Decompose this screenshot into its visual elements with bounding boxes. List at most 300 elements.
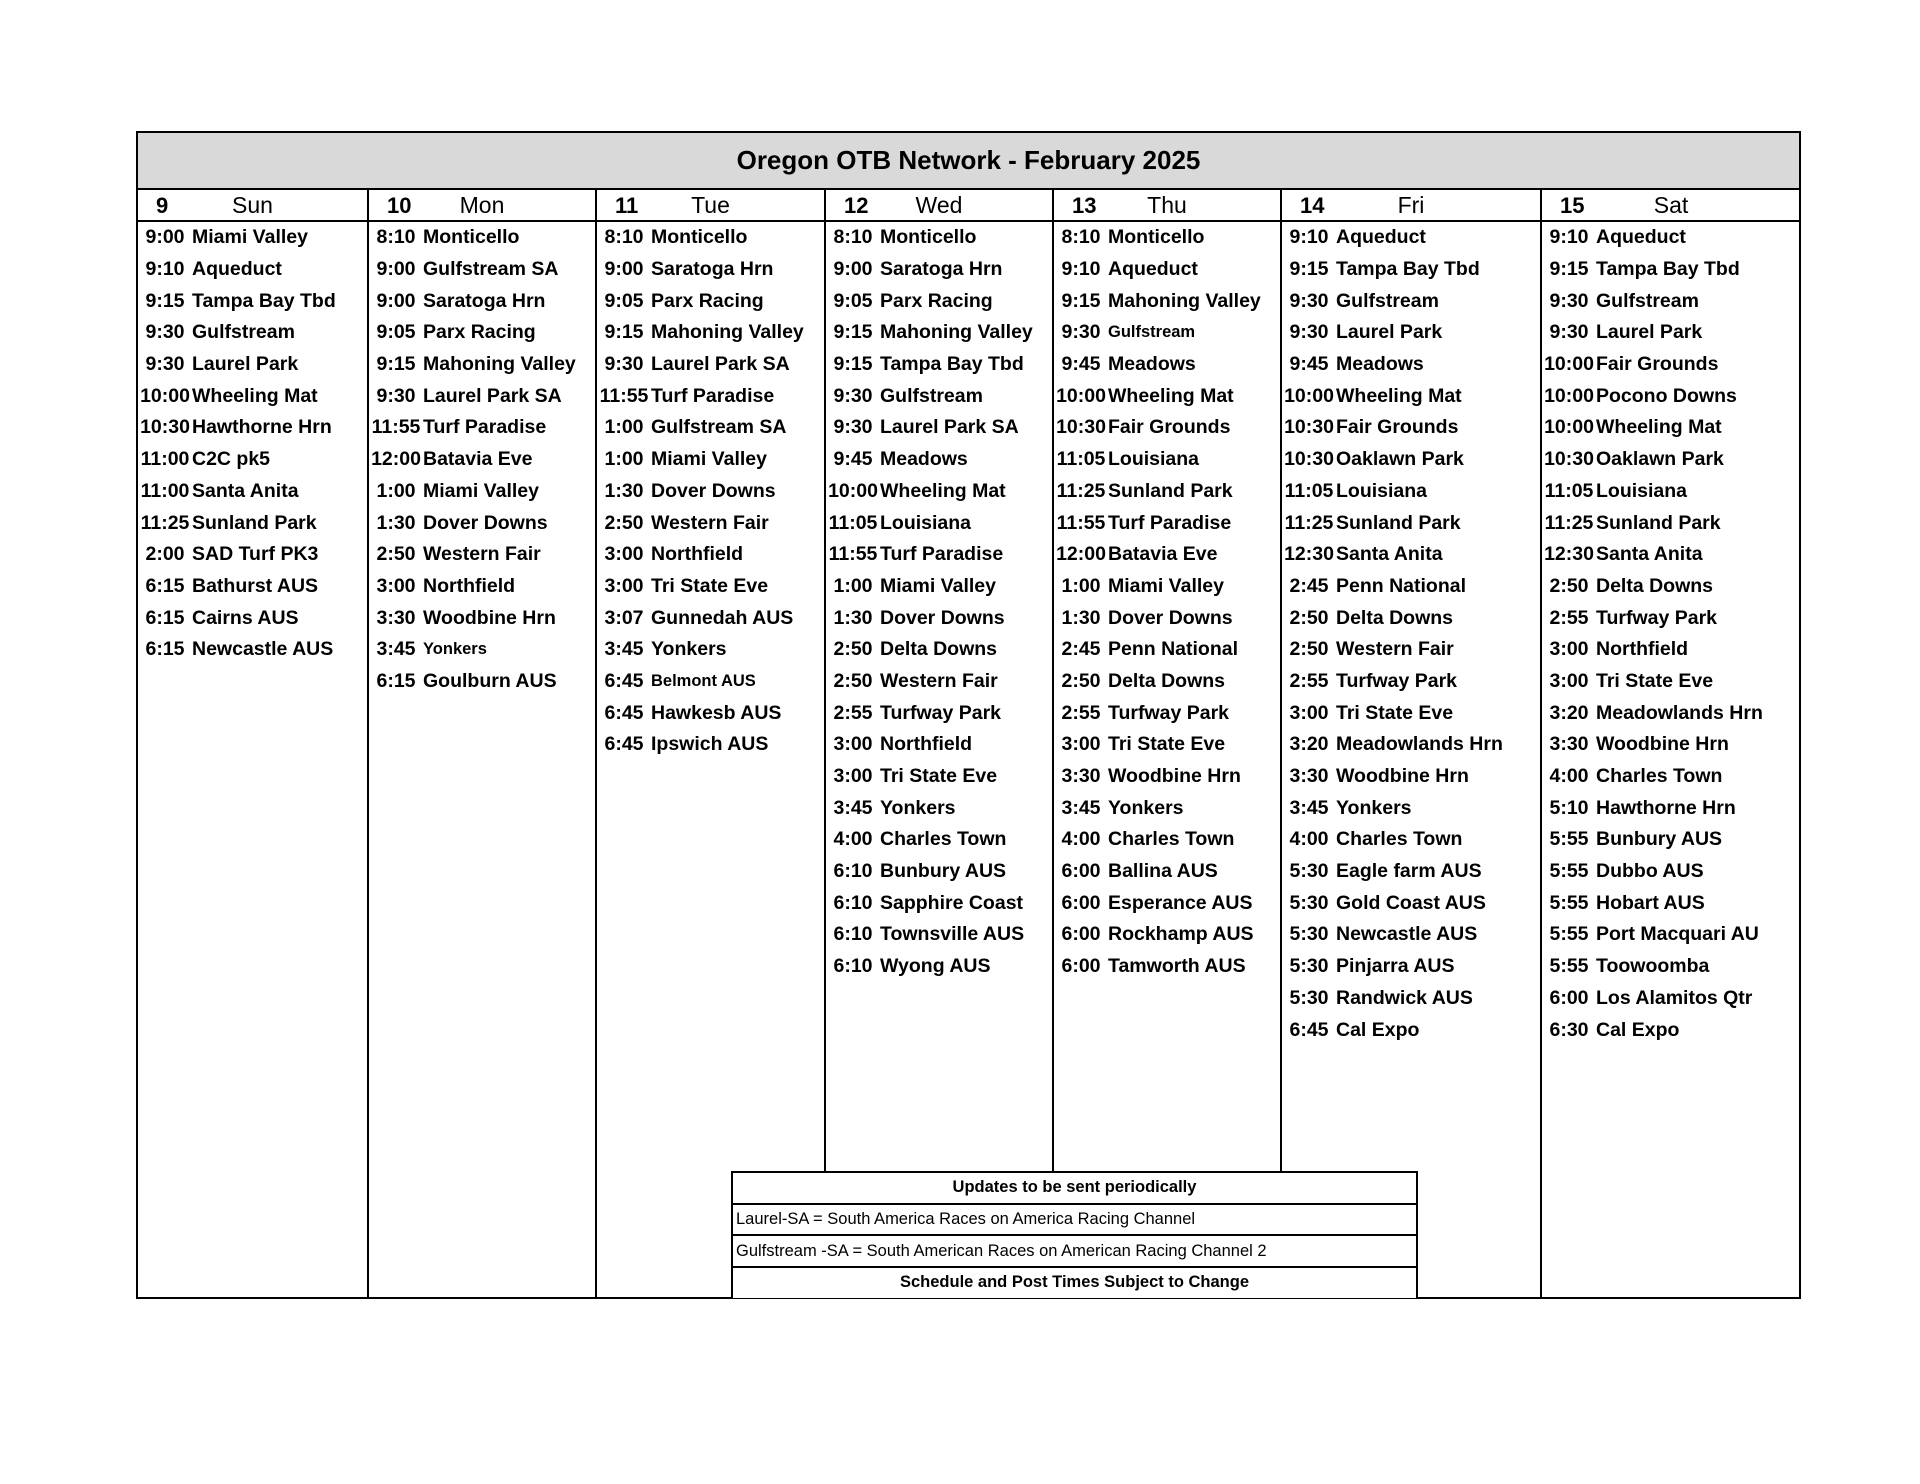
race-row bbox=[826, 444, 1052, 476]
race-row bbox=[138, 380, 367, 412]
race-row bbox=[369, 476, 595, 508]
track-name: Pinjarra AUS bbox=[1336, 955, 1455, 978]
track-name: Sunland Park bbox=[1336, 511, 1461, 534]
track-name: Cairns AUS bbox=[192, 606, 299, 629]
post-time: 11:55 bbox=[1056, 511, 1106, 534]
track-name: Tri State Eve bbox=[1336, 701, 1454, 724]
race-row bbox=[1282, 1014, 1540, 1046]
race-row bbox=[826, 856, 1052, 888]
post-time: 10:00 bbox=[828, 479, 878, 502]
track-name: Ballina AUS bbox=[1108, 860, 1218, 883]
race-row bbox=[826, 539, 1052, 571]
post-time: 3:45 bbox=[1289, 796, 1329, 819]
race-row bbox=[1282, 856, 1540, 888]
track-name: Tampa Bay Tbd bbox=[192, 289, 336, 312]
note-gulfstream-sa: Gulfstream -SA = South American Races on American Racing Channel 2 bbox=[733, 1234, 1416, 1266]
race-row bbox=[1282, 792, 1540, 824]
track-name: Western Fair bbox=[880, 669, 998, 692]
race-row bbox=[1542, 254, 1800, 286]
race-row bbox=[1542, 983, 1800, 1015]
post-time: 8:10 bbox=[1061, 226, 1101, 249]
race-row bbox=[1542, 697, 1800, 729]
race-row bbox=[138, 349, 367, 381]
race-row bbox=[1282, 571, 1540, 603]
post-time: 3:45 bbox=[604, 638, 644, 661]
race-row bbox=[597, 349, 824, 381]
race-row bbox=[1542, 856, 1800, 888]
post-time: 10:30 bbox=[1544, 448, 1594, 471]
race-row bbox=[1054, 919, 1280, 951]
post-time: 3:30 bbox=[376, 606, 416, 629]
post-time: 2:50 bbox=[604, 511, 644, 534]
track-name: Santa Anita bbox=[192, 479, 299, 502]
track-name: Monticello bbox=[423, 226, 520, 249]
post-time: 6:15 bbox=[145, 606, 185, 629]
post-time: 2:55 bbox=[1289, 669, 1329, 692]
race-row bbox=[1054, 254, 1280, 286]
race-row bbox=[138, 634, 367, 666]
track-name: Gulfstream SA bbox=[651, 416, 787, 439]
track-name: Western Fair bbox=[1336, 638, 1454, 661]
day-header bbox=[597, 190, 824, 222]
post-time: 2:50 bbox=[833, 669, 873, 692]
post-time: 10:00 bbox=[1056, 384, 1106, 407]
race-row bbox=[597, 666, 824, 698]
track-name: Dover Downs bbox=[651, 479, 776, 502]
post-time: 3:00 bbox=[376, 574, 416, 597]
post-time: 9:15 bbox=[833, 321, 873, 344]
post-time: 6:45 bbox=[1289, 1018, 1329, 1041]
day-number: 9 bbox=[156, 193, 169, 218]
post-time: 11:55 bbox=[599, 384, 649, 407]
post-time: 9:15 bbox=[376, 353, 416, 376]
day-number: 11 bbox=[615, 193, 639, 218]
track-name: Aqueduct bbox=[1336, 226, 1426, 249]
race-row bbox=[1542, 1014, 1800, 1046]
post-time: 4:00 bbox=[1549, 765, 1589, 788]
post-time: 2:50 bbox=[1289, 638, 1329, 661]
race-row bbox=[826, 792, 1052, 824]
post-time: 1:30 bbox=[376, 511, 416, 534]
race-row bbox=[1542, 602, 1800, 634]
track-name: Eagle farm AUS bbox=[1336, 860, 1482, 883]
post-time: 6:00 bbox=[1061, 923, 1101, 946]
post-time: 3:45 bbox=[1061, 796, 1101, 819]
day-column-wed bbox=[824, 190, 1052, 1297]
track-name: Goulburn AUS bbox=[423, 669, 557, 692]
track-name: Wheeling Mat bbox=[880, 479, 1006, 502]
post-time: 6:15 bbox=[145, 638, 185, 661]
post-time: 9:45 bbox=[1061, 353, 1101, 376]
track-name: Cal Expo bbox=[1596, 1018, 1680, 1041]
track-name: Pocono Downs bbox=[1596, 384, 1737, 407]
race-row bbox=[1054, 951, 1280, 983]
race-row bbox=[597, 412, 824, 444]
track-name: Laurel Park bbox=[1596, 321, 1703, 344]
race-row bbox=[826, 697, 1052, 729]
track-name: Rockhamp AUS bbox=[1108, 923, 1254, 946]
track-name: Delta Downs bbox=[1596, 574, 1714, 597]
post-time: 5:55 bbox=[1549, 891, 1589, 914]
race-row bbox=[138, 539, 367, 571]
track-name: Dubbo AUS bbox=[1596, 860, 1704, 883]
post-time: 3:00 bbox=[1549, 638, 1589, 661]
track-name: Belmont AUS bbox=[651, 671, 756, 690]
track-name: Port Macquari AU bbox=[1596, 923, 1759, 946]
race-row bbox=[1542, 571, 1800, 603]
track-name: Meadows bbox=[1108, 353, 1196, 376]
post-time: 5:30 bbox=[1289, 955, 1329, 978]
race-row bbox=[1542, 824, 1800, 856]
race-row bbox=[826, 571, 1052, 603]
post-time: 6:00 bbox=[1549, 986, 1589, 1009]
race-row bbox=[826, 666, 1052, 698]
post-time: 9:05 bbox=[376, 321, 416, 344]
post-time: 9:30 bbox=[376, 384, 416, 407]
race-row bbox=[1542, 792, 1800, 824]
race-list bbox=[597, 222, 824, 761]
race-row bbox=[1054, 824, 1280, 856]
race-row bbox=[138, 476, 367, 508]
race-row bbox=[597, 539, 824, 571]
track-name: Woodbine Hrn bbox=[1336, 765, 1469, 788]
track-name: Charles Town bbox=[1336, 828, 1463, 851]
race-row bbox=[597, 380, 824, 412]
race-row bbox=[1542, 539, 1800, 571]
race-row bbox=[1054, 634, 1280, 666]
race-row bbox=[597, 285, 824, 317]
track-name: Tri State Eve bbox=[1108, 733, 1226, 756]
post-time: 11:05 bbox=[1544, 479, 1594, 502]
race-row bbox=[597, 602, 824, 634]
track-name: Sunland Park bbox=[1108, 479, 1233, 502]
race-row bbox=[1542, 222, 1800, 254]
schedule-sheet bbox=[136, 131, 1801, 1299]
race-row bbox=[826, 222, 1052, 254]
race-row bbox=[1054, 507, 1280, 539]
day-number: 12 bbox=[844, 193, 869, 218]
track-name: Turf Paradise bbox=[880, 543, 1004, 566]
race-row bbox=[597, 476, 824, 508]
track-name: Santa Anita bbox=[1596, 543, 1703, 566]
post-time: 5:30 bbox=[1289, 986, 1329, 1009]
race-row bbox=[1054, 792, 1280, 824]
post-time: 2:50 bbox=[1549, 574, 1589, 597]
race-row bbox=[1054, 666, 1280, 698]
race-row bbox=[597, 729, 824, 761]
post-time: 1:30 bbox=[604, 479, 644, 502]
post-time: 3:00 bbox=[604, 574, 644, 597]
post-time: 5:30 bbox=[1289, 923, 1329, 946]
race-row bbox=[138, 285, 367, 317]
track-name: C2C pk5 bbox=[192, 448, 271, 471]
track-name: Hawthorne Hrn bbox=[1596, 796, 1736, 819]
race-row bbox=[1054, 317, 1280, 349]
post-time: 1:00 bbox=[376, 479, 416, 502]
track-name: Gulfstream bbox=[1336, 289, 1439, 312]
track-name: Miami Valley bbox=[1108, 574, 1224, 597]
track-name: Parx Racing bbox=[651, 289, 764, 312]
track-name: Laurel Park SA bbox=[651, 353, 790, 376]
post-time: 4:00 bbox=[1289, 828, 1329, 851]
post-time: 9:30 bbox=[833, 416, 873, 439]
track-name: Fair Grounds bbox=[1336, 416, 1459, 439]
race-row bbox=[1282, 254, 1540, 286]
race-row bbox=[826, 602, 1052, 634]
track-name: Santa Anita bbox=[1336, 543, 1443, 566]
track-name: Wheeling Mat bbox=[192, 384, 318, 407]
race-row bbox=[1542, 761, 1800, 793]
race-row bbox=[1282, 951, 1540, 983]
race-row bbox=[1542, 380, 1800, 412]
track-name: Fair Grounds bbox=[1596, 353, 1719, 376]
post-time: 10:00 bbox=[140, 384, 190, 407]
post-time: 2:45 bbox=[1061, 638, 1101, 661]
post-time: 1:30 bbox=[833, 606, 873, 629]
post-time: 9:00 bbox=[376, 289, 416, 312]
race-row bbox=[1282, 697, 1540, 729]
track-name: Fair Grounds bbox=[1108, 416, 1231, 439]
post-time: 9:00 bbox=[145, 226, 185, 249]
race-row bbox=[1282, 349, 1540, 381]
post-time: 6:10 bbox=[833, 860, 873, 883]
track-name: Toowoomba bbox=[1596, 955, 1710, 978]
day-header bbox=[138, 190, 367, 222]
race-row bbox=[1282, 539, 1540, 571]
post-time: 11:25 bbox=[140, 511, 190, 534]
track-name: Esperance AUS bbox=[1108, 891, 1253, 914]
race-row bbox=[369, 254, 595, 286]
track-name: Oaklawn Park bbox=[1596, 448, 1724, 471]
race-list bbox=[138, 222, 367, 666]
race-row bbox=[369, 507, 595, 539]
race-row bbox=[1054, 539, 1280, 571]
race-row bbox=[1542, 476, 1800, 508]
post-time: 10:00 bbox=[1284, 384, 1334, 407]
track-name: Gold Coast AUS bbox=[1336, 891, 1486, 914]
track-name: Laurel Park bbox=[192, 353, 299, 376]
track-name: Newcastle AUS bbox=[1336, 923, 1478, 946]
post-time: 2:00 bbox=[145, 543, 185, 566]
track-name: Northfield bbox=[1596, 638, 1689, 661]
post-time: 9:15 bbox=[1289, 258, 1329, 281]
race-row bbox=[1282, 222, 1540, 254]
race-row bbox=[1282, 412, 1540, 444]
track-name: Woodbine Hrn bbox=[1596, 733, 1729, 756]
track-name: Dover Downs bbox=[880, 606, 1005, 629]
race-row bbox=[1282, 729, 1540, 761]
track-name: Mahoning Valley bbox=[1108, 289, 1261, 312]
race-row bbox=[597, 444, 824, 476]
race-list bbox=[826, 222, 1052, 983]
track-name: Gulfstream bbox=[1108, 323, 1196, 342]
day-number: 14 bbox=[1300, 193, 1325, 218]
track-name: Gulfstream bbox=[880, 384, 983, 407]
post-time: 9:00 bbox=[604, 258, 644, 281]
race-row bbox=[826, 380, 1052, 412]
track-name: Northfield bbox=[651, 543, 744, 566]
track-name: Delta Downs bbox=[880, 638, 998, 661]
track-name: Aqueduct bbox=[192, 258, 282, 281]
track-name: Charles Town bbox=[1596, 765, 1723, 788]
post-time: 5:10 bbox=[1549, 796, 1589, 819]
day-name: Tue bbox=[691, 192, 730, 218]
race-row bbox=[826, 349, 1052, 381]
post-time: 10:30 bbox=[1284, 416, 1334, 439]
track-name: Yonkers bbox=[1108, 796, 1184, 819]
post-time: 12:30 bbox=[1544, 543, 1594, 566]
track-name: Penn National bbox=[1108, 638, 1239, 661]
track-name: Batavia Eve bbox=[423, 448, 533, 471]
track-name: Parx Racing bbox=[423, 321, 536, 344]
post-time: 8:10 bbox=[604, 226, 644, 249]
day-name: Wed bbox=[915, 192, 963, 218]
post-time: 2:55 bbox=[1061, 701, 1101, 724]
post-time: 3:00 bbox=[604, 543, 644, 566]
post-time: 4:00 bbox=[833, 828, 873, 851]
post-time: 6:00 bbox=[1061, 891, 1101, 914]
race-row bbox=[1282, 285, 1540, 317]
post-time: 2:50 bbox=[833, 638, 873, 661]
post-time: 6:15 bbox=[376, 669, 416, 692]
track-name: Tri State Eve bbox=[880, 765, 998, 788]
race-row bbox=[597, 634, 824, 666]
track-name: Sunland Park bbox=[192, 511, 317, 534]
day-column-sat bbox=[1540, 190, 1800, 1297]
post-time: 3:00 bbox=[1549, 669, 1589, 692]
track-name: Townsville AUS bbox=[880, 923, 1025, 946]
track-name: Meadows bbox=[880, 448, 968, 471]
race-row bbox=[1054, 412, 1280, 444]
race-row bbox=[1282, 761, 1540, 793]
race-row bbox=[826, 761, 1052, 793]
track-name: Wheeling Mat bbox=[1336, 384, 1462, 407]
race-row bbox=[826, 951, 1052, 983]
track-name: Turf Paradise bbox=[1108, 511, 1232, 534]
track-name: Meadowlands Hrn bbox=[1596, 701, 1763, 724]
race-row bbox=[1054, 444, 1280, 476]
day-number: 13 bbox=[1072, 193, 1097, 218]
post-time: 3:30 bbox=[1061, 765, 1101, 788]
race-row bbox=[826, 412, 1052, 444]
race-row bbox=[1054, 856, 1280, 888]
race-row bbox=[138, 602, 367, 634]
post-time: 9:10 bbox=[1061, 258, 1101, 281]
post-time: 3:00 bbox=[833, 765, 873, 788]
day-number: 10 bbox=[387, 193, 412, 218]
race-row bbox=[1054, 380, 1280, 412]
race-row bbox=[826, 887, 1052, 919]
race-row bbox=[597, 222, 824, 254]
track-name: Turfway Park bbox=[1336, 669, 1458, 692]
race-row bbox=[1542, 919, 1800, 951]
track-name: Woodbine Hrn bbox=[423, 606, 556, 629]
post-time: 9:15 bbox=[833, 353, 873, 376]
race-row bbox=[826, 824, 1052, 856]
race-row bbox=[138, 317, 367, 349]
post-time: 6:45 bbox=[604, 669, 644, 692]
race-row bbox=[1282, 887, 1540, 919]
post-time: 9:30 bbox=[1289, 289, 1329, 312]
post-time: 9:15 bbox=[1549, 258, 1589, 281]
race-row bbox=[1282, 476, 1540, 508]
track-name: Gulfstream SA bbox=[423, 258, 559, 281]
race-row bbox=[138, 507, 367, 539]
track-name: SAD Turf PK3 bbox=[192, 543, 319, 566]
post-time: 9:30 bbox=[1549, 321, 1589, 344]
race-row bbox=[369, 444, 595, 476]
track-name: Mahoning Valley bbox=[423, 353, 576, 376]
race-row bbox=[1054, 887, 1280, 919]
race-row bbox=[826, 317, 1052, 349]
post-time: 9:30 bbox=[1061, 321, 1101, 344]
day-header bbox=[369, 190, 595, 222]
track-name: Hawkesb AUS bbox=[651, 701, 782, 724]
race-row bbox=[597, 697, 824, 729]
track-name: Parx Racing bbox=[880, 289, 993, 312]
race-row bbox=[1542, 349, 1800, 381]
track-name: Wheeling Mat bbox=[1596, 416, 1722, 439]
post-time: 9:05 bbox=[604, 289, 644, 312]
race-row bbox=[369, 571, 595, 603]
race-row bbox=[597, 254, 824, 286]
notes-box bbox=[731, 1171, 1418, 1298]
note-laurel-sa: Laurel-SA = South America Races on America Racing Channel bbox=[733, 1203, 1416, 1235]
track-name: Laurel Park SA bbox=[423, 384, 562, 407]
race-row bbox=[1542, 507, 1800, 539]
post-time: 9:15 bbox=[145, 289, 185, 312]
post-time: 3:00 bbox=[1289, 701, 1329, 724]
race-row bbox=[369, 380, 595, 412]
track-name: Monticello bbox=[1108, 226, 1205, 249]
race-row bbox=[1054, 571, 1280, 603]
schedule-title: Oregon OTB Network - February 2025 bbox=[138, 133, 1799, 190]
post-time: 1:00 bbox=[604, 416, 644, 439]
race-row bbox=[1054, 602, 1280, 634]
post-time: 2:50 bbox=[1061, 669, 1101, 692]
post-time: 10:30 bbox=[1056, 416, 1106, 439]
post-time: 11:55 bbox=[371, 416, 421, 439]
post-time: 10:30 bbox=[140, 416, 190, 439]
post-time: 6:45 bbox=[604, 701, 644, 724]
post-time: 11:05 bbox=[1284, 479, 1334, 502]
track-name: Northfield bbox=[880, 733, 973, 756]
track-name: Northfield bbox=[423, 574, 516, 597]
post-time: 11:55 bbox=[828, 543, 878, 566]
day-header bbox=[1542, 190, 1800, 222]
race-row bbox=[826, 507, 1052, 539]
track-name: Gulfstream bbox=[192, 321, 295, 344]
track-name: Gulfstream bbox=[1596, 289, 1699, 312]
track-name: Tampa Bay Tbd bbox=[1596, 258, 1740, 281]
track-name: Miami Valley bbox=[651, 448, 767, 471]
track-name: Saratoga Hrn bbox=[880, 258, 1003, 281]
post-time: 9:45 bbox=[1289, 353, 1329, 376]
post-time: 6:00 bbox=[1061, 860, 1101, 883]
post-time: 8:10 bbox=[833, 226, 873, 249]
track-name: Saratoga Hrn bbox=[423, 289, 546, 312]
post-time: 9:10 bbox=[1549, 226, 1589, 249]
track-name: Yonkers bbox=[1336, 796, 1412, 819]
track-name: Batavia Eve bbox=[1108, 543, 1218, 566]
race-row bbox=[1542, 412, 1800, 444]
race-row bbox=[1542, 634, 1800, 666]
race-row bbox=[826, 254, 1052, 286]
race-row bbox=[1054, 476, 1280, 508]
track-name: Miami Valley bbox=[423, 479, 539, 502]
post-time: 11:05 bbox=[1056, 448, 1106, 471]
post-time: 6:10 bbox=[833, 955, 873, 978]
